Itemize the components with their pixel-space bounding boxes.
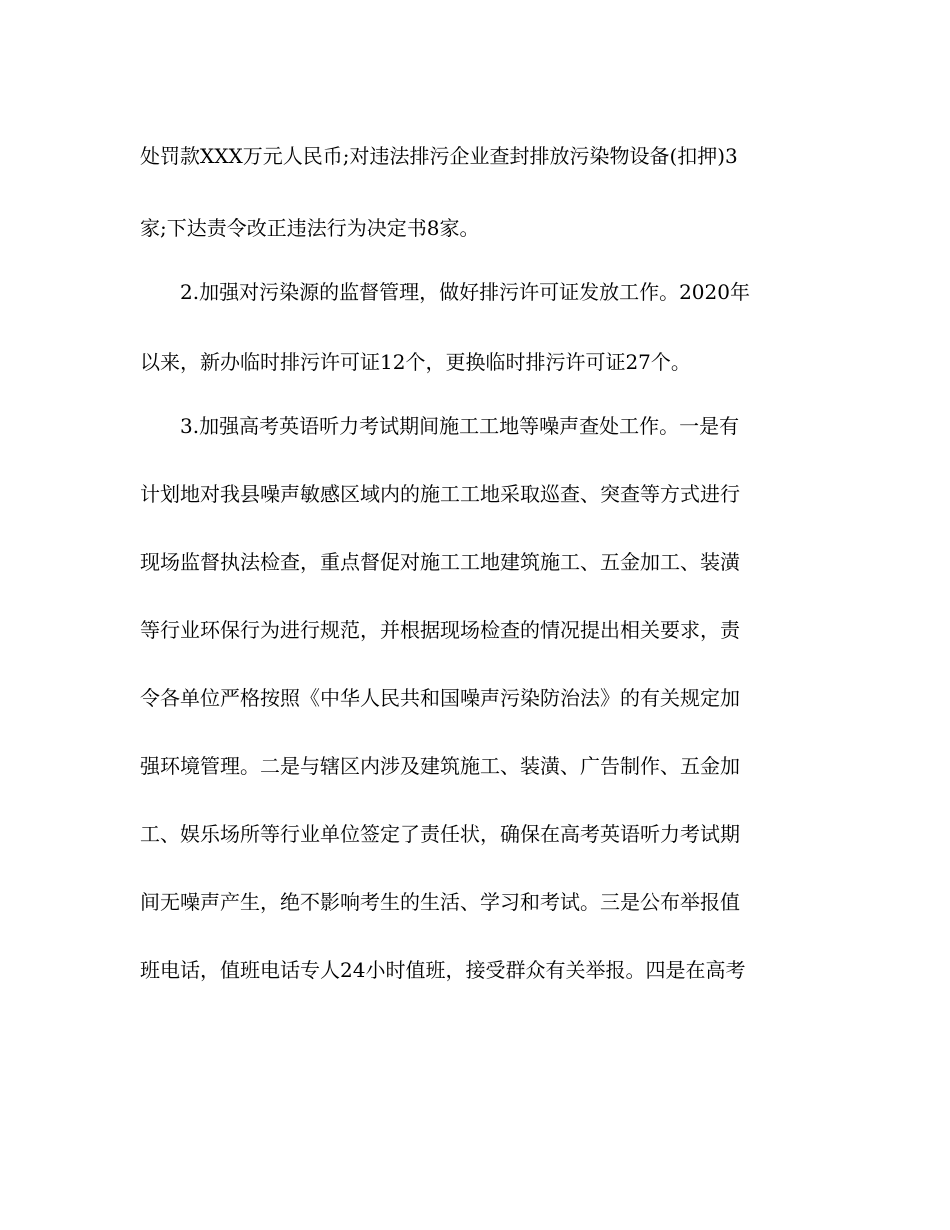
text-line-11: 工、娱乐场所等行业单位签定了责任状，确保在高考英语听力考试期 [140,822,740,846]
text-line-12: 间无噪声产生，绝不影响考生的生活、学习和考试。三是公布举报值 [140,890,740,914]
text-line-13: 班电话，值班电话专人24小时值班，接受群众有关举报。四是在高考 [140,958,746,982]
paragraph-2-start: 2.加强对污染源的监督管理，做好排污许可证发放工作。2020年 [180,280,750,304]
text-line-9: 令各单位严格按照《中华人民共和国噪声污染防治法》的有关规定加 [140,686,740,710]
text-line-10: 强环境管理。二是与辖区内涉及建筑施工、装潢、广告制作、五金加 [140,754,740,778]
text-line-7: 现场监督执法检查，重点督促对施工工地建筑施工、五金加工、装潢 [140,550,740,574]
text-line-1: 处罚款XXX万元人民币;对违法排污企业查封排放污染物设备(扣押)3 [140,144,738,168]
text-line-2: 家;下达责令改正违法行为决定书8家。 [140,216,480,240]
text-line-4: 以来，新办临时排污许可证12个，更换临时排污许可证27个。 [140,350,691,374]
text-line-8: 等行业环保行为进行规范，并根据现场检查的情况提出相关要求，责 [140,618,740,642]
text-line-6: 计划地对我县噪声敏感区域内的施工工地采取巡查、突查等方式进行 [140,482,740,506]
paragraph-3-start: 3.加强高考英语听力考试期间施工工地等噪声查处工作。一是有 [180,414,740,438]
